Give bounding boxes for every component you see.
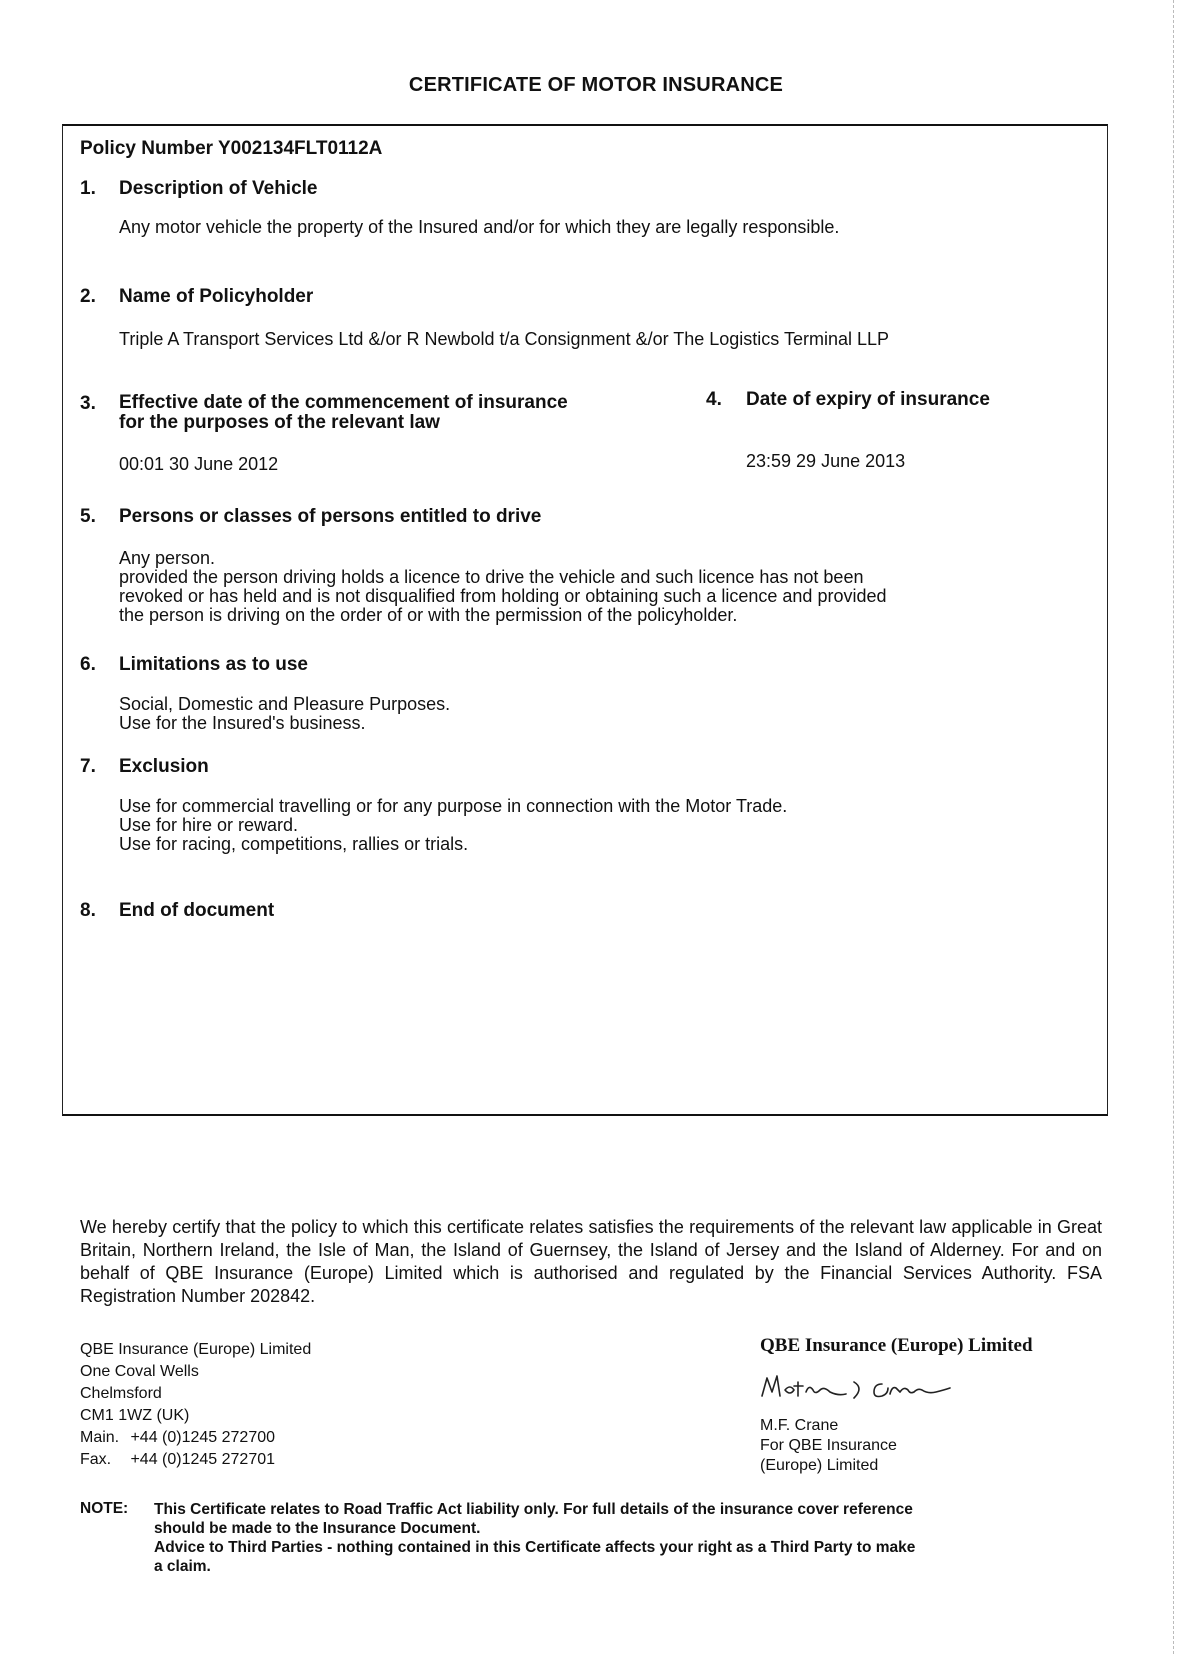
section-8-number: 8. [80,900,96,921]
main-phone-number: +44 (0)1245 272700 [130,1429,276,1446]
section-5-line: Any person. [119,548,216,568]
section-2-number: 2. [80,286,96,307]
signatory-company: QBE Insurance (Europe) Limited [760,1335,1033,1356]
section-3-heading-line-1: Effective date of the commencement of insurance [119,392,568,413]
fax-number: +44 (0)1245 272701 [130,1451,276,1468]
section-4-number: 4. [706,389,722,410]
section-5-line: revoked or has held and is not disqualified from holding or obtaining such a licence and provided [119,586,887,606]
note-line: Advice to Third Parties - nothing contained in this Certificate affects your right as a Third Party to make [154,1539,916,1556]
section-7-heading: Exclusion [119,756,209,777]
note-line: should be made to the Insurance Document. [154,1520,481,1537]
insurer-address [80,1339,311,1471]
section-8-heading: End of document [119,900,275,921]
commencement-date: 00:01 30 June 2012 [119,454,279,474]
section-7-text [119,797,787,854]
note-line: This Certificate relates to Road Traffic Act liability only. For full details of the insurance cover reference [154,1501,913,1518]
document-title: CERTIFICATE OF MOTOR INSURANCE [408,74,784,96]
section-3-number: 3. [80,393,96,414]
fax-row [80,1449,311,1471]
address-line: CM1 1WZ (UK) [80,1407,190,1424]
section-7-number: 7. [80,756,96,777]
section-7-line: Use for hire or reward. [119,815,299,835]
section-7-line: Use for racing, competitions, rallies or trials. [119,834,469,854]
section-5-text [119,549,887,625]
section-6-text [119,695,450,733]
section-2-text: Triple A Transport Services Ltd &/or R Newbold t/a Consignment &/or The Logistics Terminal LLP [119,329,890,349]
address-line: One Coval Wells [80,1363,199,1380]
handwritten-signature [758,1368,978,1408]
note-line: a claim. [154,1558,211,1575]
section-6-heading: Limitations as to use [119,654,308,675]
section-1-number: 1. [80,178,96,199]
signatory-line: For QBE Insurance [760,1437,897,1454]
section-5-line: the person is driving on the order of or with the permission of the policyholder. [119,605,738,625]
section-4-heading: Date of expiry of insurance [746,389,990,410]
main-phone-row [80,1427,311,1449]
section-1-heading: Description of Vehicle [119,178,318,199]
signatory-line: (Europe) Limited [760,1457,879,1474]
address-line: Chelmsford [80,1385,162,1402]
section-2-heading: Name of Policyholder [119,286,314,307]
section-5-heading: Persons or classes of persons entitled to drive [119,506,542,527]
page-edge-line [1173,0,1174,1654]
section-6-line: Use for the Insured's business. [119,713,366,733]
section-6-number: 6. [80,654,96,675]
certification-statement: We hereby certify that the policy to which this certificate relates satisfies the requirements of the relevant law applicable in Great Britain, Northern Ireland, the Isle of Man, the Island of Guernsey, the Island of Jersey and the Island of Alderney. For and on behalf of QBE Insurance (Europe) Limited which is authorised and regulated by the Financial Services Authority. FSA Registration Number 202842. [80,1217,1102,1306]
expiry-date: 23:59 29 June 2013 [746,451,906,471]
policy-number: Policy Number Y002134FLT0112A [80,138,383,159]
section-3-heading-line-2: for the purposes of the relevant law [119,412,440,433]
section-5-number: 5. [80,506,96,527]
note-text [154,1500,915,1576]
signatory-line: M.F. Crane [760,1417,839,1434]
fax-label: Fax. [80,1451,112,1468]
section-7-line: Use for commercial travelling or for any purpose in connection with the Motor Trade. [119,796,788,816]
section-3-heading [119,393,568,433]
note-label: NOTE: [80,1500,129,1517]
section-1-text: Any motor vehicle the property of the Insured and/or for which they are legally responsible. [119,217,840,237]
section-5-line: provided the person driving holds a licence to drive the vehicle and such licence has not been [119,567,864,587]
section-6-line: Social, Domestic and Pleasure Purposes. [119,694,451,714]
signatory-details [760,1416,897,1476]
address-line: QBE Insurance (Europe) Limited [80,1341,312,1358]
main-phone-label: Main. [80,1429,120,1446]
